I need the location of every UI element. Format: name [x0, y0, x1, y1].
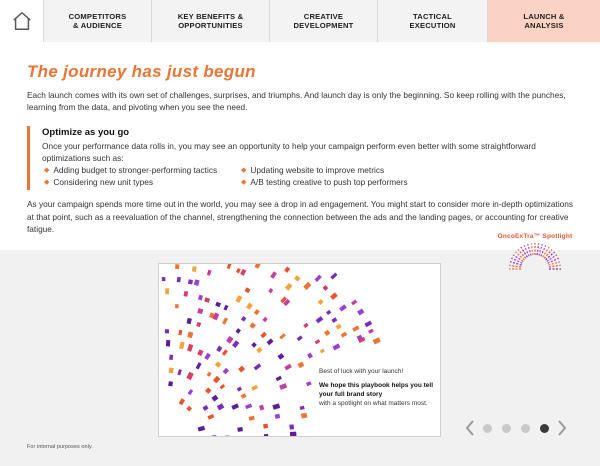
confetti-piece [279, 333, 286, 339]
logo-ray [531, 243, 533, 255]
confetti-piece [245, 287, 251, 293]
confetti-piece [179, 341, 185, 349]
body-paragraph: As your campaign spends more time out in the world, you may see a drop in ad engagement. You might start to consider more in-depth optimizations at that point, such as a reevaluation of the channel, strengthening the connection between the ads and the landing pages, or accounting for creative fatigue. [27, 199, 574, 234]
card-message [319, 367, 437, 408]
pager-dot[interactable] [521, 424, 530, 433]
confetti-piece [222, 317, 228, 324]
confetti-piece [320, 349, 325, 354]
tab-tactical-execution[interactable] [378, 0, 488, 42]
page-title: The journey has just begun [27, 62, 256, 81]
confetti-piece [267, 338, 274, 345]
confetti-piece [250, 322, 256, 328]
confetti-piece [223, 305, 228, 311]
logo-ray [548, 262, 560, 265]
logo-rays-icon [494, 233, 576, 273]
confetti-piece [241, 316, 247, 322]
confetti-piece [237, 427, 243, 432]
confetti-piece [225, 436, 230, 437]
confetti-piece [318, 299, 324, 305]
chevron-right-icon [557, 420, 567, 436]
confetti-piece [249, 416, 255, 421]
confetti-piece [255, 264, 262, 269]
confetti-piece [341, 332, 348, 338]
confetti-piece [187, 344, 193, 352]
tab-label: COMPETITORS & AUDIENCE [68, 12, 127, 30]
confetti-piece [212, 435, 217, 437]
confetti-piece [289, 424, 294, 429]
confetti-piece [236, 268, 241, 273]
confetti-piece [251, 385, 258, 391]
confetti-piece [227, 264, 232, 269]
confetti-piece [285, 283, 292, 291]
optimization-list [44, 165, 441, 188]
confetti-piece [216, 346, 222, 353]
confetti-piece [168, 381, 173, 386]
confetti-piece [205, 387, 212, 394]
confetti-piece [352, 325, 359, 331]
confetti-piece [240, 269, 246, 276]
confetti-piece [260, 332, 267, 339]
next-button[interactable] [554, 418, 570, 438]
confetti-piece [256, 347, 262, 353]
logo-ray [549, 265, 561, 267]
confetti-piece [323, 285, 329, 291]
confetti-piece [226, 336, 234, 344]
confetti-piece [307, 353, 313, 359]
confetti-piece [179, 398, 185, 405]
confetti-piece [373, 337, 381, 344]
brand-logo [494, 233, 576, 273]
confetti-piece [215, 361, 221, 367]
chevron-left-icon [465, 420, 475, 436]
list-item-label: A/B testing creative to push top performers [250, 177, 408, 187]
tab-launch-analysis[interactable] [488, 0, 600, 42]
confetti-piece [276, 376, 282, 381]
confetti-piece [315, 339, 321, 344]
confetti-piece [217, 403, 225, 410]
confetti-piece [197, 308, 203, 314]
confetti-piece [330, 292, 338, 300]
confetti-piece [215, 302, 221, 308]
confetti-piece [237, 386, 242, 391]
confetti-piece [245, 403, 252, 409]
list-item [44, 177, 241, 188]
tab-key-benefits[interactable] [152, 0, 270, 42]
confetti-piece [196, 362, 202, 369]
confetti-piece [330, 272, 337, 279]
confetti-piece [198, 295, 203, 301]
confetti-piece [196, 322, 201, 327]
confetti-piece [175, 264, 179, 269]
pager-dot[interactable] [483, 424, 492, 433]
confetti-piece [211, 395, 218, 402]
confetti-piece [238, 366, 245, 373]
callout-title: Optimize as you go [42, 127, 130, 138]
confetti-piece [197, 349, 203, 356]
confetti-piece [232, 340, 239, 348]
confetti-piece [336, 324, 342, 330]
confetti-piece [357, 308, 364, 315]
confetti-piece [284, 364, 292, 371]
carousel-pager [462, 418, 580, 438]
list-item-label: Considering new unit types [53, 177, 154, 187]
confetti-piece [254, 309, 260, 315]
bullet-icon: ◆ [241, 167, 247, 174]
confetti-piece [278, 353, 285, 360]
list-item-label: Updating website to improve metrics [250, 165, 385, 175]
list-item [44, 165, 241, 176]
confetti-piece [290, 432, 297, 437]
confetti-piece [332, 343, 340, 350]
confetti-piece [194, 279, 200, 286]
bullet-icon: ◆ [44, 167, 50, 174]
confetti-piece [236, 328, 241, 334]
logo-ray [539, 244, 542, 256]
tab-creative-development[interactable] [270, 0, 378, 42]
confetti-piece [223, 368, 229, 375]
confetti-piece [187, 318, 192, 324]
confetti-piece [169, 368, 174, 374]
pager-dot[interactable] [502, 424, 511, 433]
confetti-piece [207, 414, 214, 420]
logo-ray [509, 265, 521, 267]
logo-ray [547, 255, 557, 262]
footer-note: For internal purposes only. [27, 444, 93, 450]
confetti-piece [326, 310, 331, 315]
logo-ray [521, 247, 528, 257]
bullet-icon: ◆ [44, 179, 50, 186]
confetti-piece [207, 372, 212, 377]
confetti-piece [301, 413, 307, 419]
pager-dot-active[interactable] [540, 424, 549, 433]
confetti-piece [231, 403, 239, 410]
list-item [241, 165, 441, 176]
confetti-piece [184, 291, 189, 297]
confetti-piece [186, 372, 193, 380]
confetti-piece [268, 288, 273, 293]
confetti-piece [175, 304, 179, 308]
logo-ray [548, 258, 559, 263]
bullet-icon: ◆ [241, 179, 247, 186]
confetti-piece [192, 266, 197, 272]
tab-competitors-audience[interactable] [44, 0, 152, 42]
confetti-piece [300, 406, 305, 410]
confetti-piece [204, 353, 210, 360]
confetti-piece [177, 369, 181, 375]
tab-label: LAUNCH & ANALYSIS [523, 12, 565, 30]
card-line-1: Best of luck with your launch! [319, 368, 404, 375]
prev-button[interactable] [462, 418, 478, 438]
confetti-piece [204, 297, 210, 303]
confetti-piece [262, 317, 267, 322]
confetti-piece [303, 323, 308, 328]
confetti-piece [246, 303, 253, 310]
confetti-piece [178, 330, 182, 336]
logo-ray [510, 262, 521, 265]
confetti-piece [279, 383, 287, 390]
logo-ray [513, 255, 523, 262]
confetti-piece [254, 363, 262, 370]
list-item [241, 177, 441, 188]
confetti-piece [324, 330, 330, 336]
confetti-piece [251, 342, 257, 348]
confetti-piece [264, 434, 268, 437]
confetti-piece [298, 362, 305, 369]
callout-text: Once your performance data rolls in, you may see an opportunity to help your campaign perform even better with some straightforward optimizations such as: [42, 141, 536, 163]
confetti-piece [188, 279, 193, 284]
confetti-piece [364, 321, 372, 328]
confetti-piece [220, 384, 226, 389]
confetti-piece [202, 405, 208, 411]
confetti-piece [368, 329, 374, 334]
closing-card [158, 263, 441, 437]
confetti-piece [315, 275, 322, 282]
logo-ray [541, 245, 546, 256]
confetti-piece [316, 316, 324, 323]
tab-label: TACTICAL EXECUTION [409, 12, 456, 30]
confetti-piece [177, 277, 181, 283]
confetti-piece [165, 329, 169, 333]
list-item-label: Adding budget to stronger-performing tactics [53, 165, 218, 175]
confetti-piece [188, 389, 193, 395]
home-button[interactable] [0, 0, 44, 42]
confetti-piece [270, 271, 277, 278]
confetti-piece [272, 403, 280, 409]
confetti-piece [263, 424, 268, 429]
confetti-piece [351, 300, 357, 306]
confetti-piece [297, 335, 303, 341]
card-line-3: with a spotlight on what matters most. [319, 400, 428, 407]
confetti-piece [241, 393, 247, 399]
confetti-piece [284, 267, 290, 273]
home-icon [11, 10, 33, 32]
confetti-piece [303, 282, 311, 290]
confetti-piece [162, 277, 166, 281]
confetti-piece [306, 381, 312, 386]
intro-text: Each launch comes with its own set of challenges, surprises, and triumphs. And launch day is only the beginning. So keep rolling with the punches, learning from the data, and pivoting when you see the need. [27, 90, 566, 112]
logo-ray [511, 258, 522, 263]
confetti-piece [222, 349, 228, 355]
confetti-piece [186, 406, 192, 412]
confetti-piece [259, 405, 264, 411]
confetti-piece [207, 270, 212, 276]
logo-ray [524, 245, 529, 256]
confetti-piece [165, 288, 169, 294]
logo-text: OncoExTra™ Spotlight [497, 233, 573, 240]
logo-ray [528, 244, 531, 256]
top-nav [0, 0, 600, 42]
confetti-piece [331, 317, 337, 323]
confetti-piece [294, 275, 300, 281]
confetti-piece [169, 355, 173, 360]
confetti-piece [213, 376, 221, 384]
tab-label: CREATIVE DEVELOPMENT [293, 12, 354, 30]
card-line-2: We hope this playbook helps you tell your full brand story [319, 382, 434, 398]
logo-ray [543, 247, 550, 257]
confetti-piece [187, 331, 193, 338]
logo-ray [537, 243, 539, 255]
confetti-piece [275, 414, 280, 419]
confetti-piece [235, 295, 242, 303]
confetti-piece [198, 426, 205, 432]
tab-label: KEY BENEFITS & OPPORTUNITIES [177, 12, 244, 30]
confetti-piece [166, 340, 170, 347]
confetti-piece [339, 304, 347, 311]
confetti-art [159, 264, 441, 437]
